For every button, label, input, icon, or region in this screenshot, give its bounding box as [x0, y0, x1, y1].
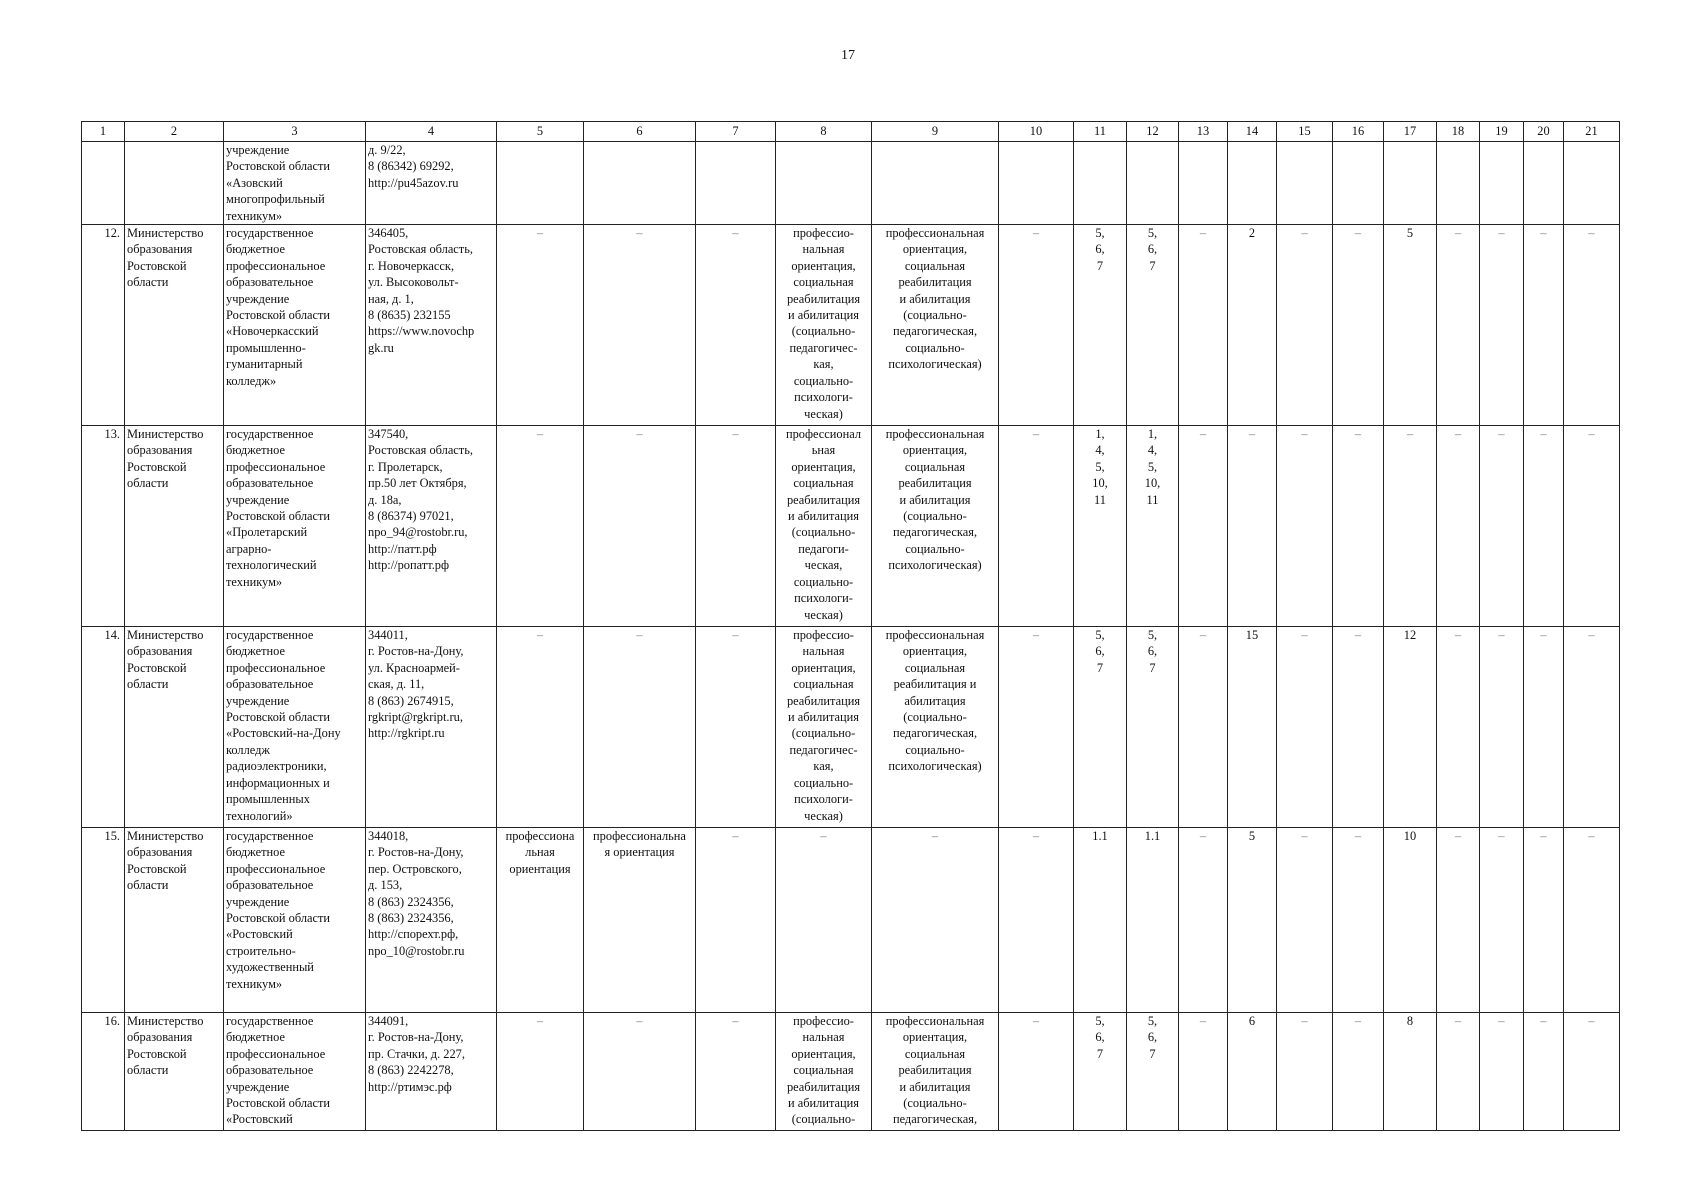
table-cell-col-7: –	[696, 225, 776, 426]
table-cell-col-1: 14.	[82, 627, 125, 828]
table-cell-col-18	[1437, 142, 1480, 225]
table-cell-col-12: 5, 6, 7	[1127, 1013, 1179, 1131]
table-cell-col-20: –	[1524, 627, 1564, 828]
table-cell-col-13: –	[1179, 426, 1228, 627]
table-cell-col-5: профессиона льная ориентация	[497, 828, 584, 1013]
table-cell-col-6: –	[584, 225, 696, 426]
table-cell-col-7: –	[696, 627, 776, 828]
table-cell-col-18: –	[1437, 426, 1480, 627]
column-number-9: 9	[872, 122, 999, 142]
table-cell-col-11: 1.1	[1074, 828, 1127, 1013]
table-cell-col-2: Министерство образования Ростовской области	[125, 225, 224, 426]
table-cell-col-15	[1277, 142, 1333, 225]
table-cell-col-21: –	[1564, 426, 1620, 627]
table-cell-col-3: государственное бюджетное профессиональное образовательное учреждение Ростовской области «Новочеркасский промышленно- гуманитарный колледж»	[224, 225, 366, 426]
table-cell-col-11: 5, 6, 7	[1074, 627, 1127, 828]
table-cell-col-12	[1127, 142, 1179, 225]
column-number-4: 4	[366, 122, 497, 142]
table-cell-col-14: 5	[1228, 828, 1277, 1013]
table-cell-col-19	[1480, 142, 1524, 225]
table-cell-col-17: 5	[1384, 225, 1437, 426]
table-cell-col-10: –	[999, 225, 1074, 426]
table-cell-col-13: –	[1179, 627, 1228, 828]
table-cell-col-14: 6	[1228, 1013, 1277, 1131]
column-number-6: 6	[584, 122, 696, 142]
table-cell-col-11: 5, 6, 7	[1074, 1013, 1127, 1131]
table-cell-col-16: –	[1333, 828, 1384, 1013]
column-number-row	[82, 122, 1620, 142]
table-cell-col-21: –	[1564, 1013, 1620, 1131]
table-cell-col-4: 344011, г. Ростов-на-Дону, ул. Красноармей- ская, д. 11, 8 (863) 2674915, rgkript@rgkript.ru, http://rgkript.ru	[366, 627, 497, 828]
column-number-12: 12	[1127, 122, 1179, 142]
column-number-20: 20	[1524, 122, 1564, 142]
table-cell-col-13	[1179, 142, 1228, 225]
table-cell-col-5: –	[497, 225, 584, 426]
table-cell-col-3: учреждение Ростовской области «Азовский многопрофильный техникум»	[224, 142, 366, 225]
table-cell-col-2: Министерство образования Ростовской области	[125, 627, 224, 828]
page-number: 17	[841, 48, 855, 63]
table-cell-col-10	[999, 142, 1074, 225]
table-cell-col-15: –	[1277, 627, 1333, 828]
table-row	[82, 426, 1620, 627]
column-number-19: 19	[1480, 122, 1524, 142]
table-cell-col-3: государственное бюджетное профессиональное образовательное учреждение Ростовской области «Ростовский	[224, 1013, 366, 1131]
table-cell-col-4: 347540, Ростовская область, г. Пролетарск, пр.50 лет Октября, д. 18а, 8 (86374) 97021, npo_94@rostobr.ru, http://патт.рф http://ропатт.рф	[366, 426, 497, 627]
table-cell-col-5	[497, 142, 584, 225]
table-cell-col-5: –	[497, 1013, 584, 1131]
table-cell-col-7: –	[696, 426, 776, 627]
table-cell-col-2	[125, 142, 224, 225]
table-cell-col-10: –	[999, 627, 1074, 828]
table-cell-col-2: Министерство образования Ростовской области	[125, 828, 224, 1013]
table-cell-col-16	[1333, 142, 1384, 225]
table-cell-col-18: –	[1437, 828, 1480, 1013]
table-cell-col-7: –	[696, 828, 776, 1013]
table-cell-col-21	[1564, 142, 1620, 225]
column-number-7: 7	[696, 122, 776, 142]
table-cell-col-17: 12	[1384, 627, 1437, 828]
table-cell-col-20	[1524, 142, 1564, 225]
table-cell-col-20: –	[1524, 1013, 1564, 1131]
table-cell-col-3: государственное бюджетное профессиональное образовательное учреждение Ростовской области «Пролетарский аграрно- технологический техникум»	[224, 426, 366, 627]
table-cell-col-4: 344018, г. Ростов-на-Дону, пер. Островского, д. 153, 8 (863) 2324356, 8 (863) 2324356, http://спорехт.рф, npo_10@rostobr.ru	[366, 828, 497, 1013]
table-cell-col-8: профессио- нальная ориентация, социальная реабилитация и абилитация (социально- педагогичес- кая, социально- психологи- ческая)	[776, 225, 872, 426]
table-cell-col-9: профессиональная ориентация, социальная реабилитация и абилитация (социально- педагогическая, социально- психологическая)	[872, 426, 999, 627]
rehabilitation-organizations-table	[81, 121, 1620, 1131]
table-cell-col-6: профессиональна я ориентация	[584, 828, 696, 1013]
table-cell-col-10: –	[999, 828, 1074, 1013]
table-row	[82, 627, 1620, 828]
column-number-1: 1	[82, 122, 125, 142]
table-cell-col-14: –	[1228, 426, 1277, 627]
column-number-14: 14	[1228, 122, 1277, 142]
table-cell-col-2: Министерство образования Ростовской области	[125, 1013, 224, 1131]
table-cell-col-14: 15	[1228, 627, 1277, 828]
table-row	[82, 225, 1620, 426]
column-number-3: 3	[224, 122, 366, 142]
table-cell-col-3: государственное бюджетное профессиональное образовательное учреждение Ростовской области «Ростовский-на-Дону колледж радиоэлектроники, информационных и промышленных технологий»	[224, 627, 366, 828]
table-cell-col-16: –	[1333, 1013, 1384, 1131]
table-cell-col-18: –	[1437, 627, 1480, 828]
table-cell-col-20: –	[1524, 828, 1564, 1013]
table-cell-col-21: –	[1564, 627, 1620, 828]
table-cell-col-2: Министерство образования Ростовской области	[125, 426, 224, 627]
table-cell-col-11: 1, 4, 5, 10, 11	[1074, 426, 1127, 627]
table-cell-col-6: –	[584, 1013, 696, 1131]
table-cell-col-19: –	[1480, 627, 1524, 828]
table-cell-col-19: –	[1480, 1013, 1524, 1131]
table-cell-col-12: 5, 6, 7	[1127, 225, 1179, 426]
table-cell-col-12: 5, 6, 7	[1127, 627, 1179, 828]
table-cell-col-10: –	[999, 1013, 1074, 1131]
table-cell-col-8: –	[776, 828, 872, 1013]
table-cell-col-13: –	[1179, 828, 1228, 1013]
table-cell-col-18: –	[1437, 1013, 1480, 1131]
table-cell-col-8: профессио- нальная ориентация, социальная реабилитация и абилитация (социально- педагогичес- кая, социально- психологи- ческая)	[776, 627, 872, 828]
table-cell-col-9: профессиональная ориентация, социальная реабилитация и абилитация (социально- педагогическая, социально- психологическая)	[872, 627, 999, 828]
table-cell-col-10: –	[999, 426, 1074, 627]
table-cell-col-16: –	[1333, 225, 1384, 426]
table-cell-col-17: 10	[1384, 828, 1437, 1013]
table-cell-col-17: –	[1384, 426, 1437, 627]
table-cell-col-9: профессиональная ориентация, социальная реабилитация и абилитация (социально- педагогическая, социально- психологическая)	[872, 225, 999, 426]
column-number-2: 2	[125, 122, 224, 142]
table-cell-col-14: 2	[1228, 225, 1277, 426]
table-cell-col-21: –	[1564, 828, 1620, 1013]
column-number-16: 16	[1333, 122, 1384, 142]
table-cell-col-18: –	[1437, 225, 1480, 426]
table-cell-col-13: –	[1179, 1013, 1228, 1131]
table-cell-col-19: –	[1480, 828, 1524, 1013]
table-cell-col-20: –	[1524, 225, 1564, 426]
column-number-15: 15	[1277, 122, 1333, 142]
column-number-10: 10	[999, 122, 1074, 142]
table-cell-col-15: –	[1277, 426, 1333, 627]
table-cell-col-8: профессио- нальная ориентация, социальная реабилитация и абилитация (социально-	[776, 1013, 872, 1131]
table-cell-col-7	[696, 142, 776, 225]
table-cell-col-5: –	[497, 627, 584, 828]
table-cell-col-1: 16.	[82, 1013, 125, 1131]
table-cell-col-14	[1228, 142, 1277, 225]
table-cell-col-8	[776, 142, 872, 225]
table-cell-col-1: 13.	[82, 426, 125, 627]
table-cell-col-3: государственное бюджетное профессиональное образовательное учреждение Ростовской области «Ростовский строительно- художественный техникум»	[224, 828, 366, 1013]
table-cell-col-4: 344091, г. Ростов-на-Дону, пр. Стачки, д. 227, 8 (863) 2242278, http://ртимэс.рф	[366, 1013, 497, 1131]
table-cell-col-19: –	[1480, 225, 1524, 426]
table-cell-col-6	[584, 142, 696, 225]
table-cell-col-21: –	[1564, 225, 1620, 426]
table-cell-col-17: 8	[1384, 1013, 1437, 1131]
table-cell-col-1: 12.	[82, 225, 125, 426]
table-row	[82, 828, 1620, 1013]
table-cell-col-16: –	[1333, 426, 1384, 627]
column-number-11: 11	[1074, 122, 1127, 142]
table-cell-col-4: д. 9/22, 8 (86342) 69292, http://pu45azov.ru	[366, 142, 497, 225]
table-cell-col-4: 346405, Ростовская область, г. Новочеркасск, ул. Высоковольт- ная, д. 1, 8 (8635) 232155 https://www.novochp gk.ru	[366, 225, 497, 426]
column-number-5: 5	[497, 122, 584, 142]
column-number-8: 8	[776, 122, 872, 142]
table-cell-col-11: 5, 6, 7	[1074, 225, 1127, 426]
table-row	[82, 142, 1620, 225]
table-cell-col-1: 15.	[82, 828, 125, 1013]
table-row	[82, 1013, 1620, 1131]
table-cell-col-16: –	[1333, 627, 1384, 828]
table-cell-col-15: –	[1277, 828, 1333, 1013]
column-number-13: 13	[1179, 122, 1228, 142]
table-cell-col-8: профессионал ьная ориентация, социальная реабилитация и абилитация (социально- педагоги- ческая, социально- психологи- ческая)	[776, 426, 872, 627]
table-cell-col-15: –	[1277, 225, 1333, 426]
table-cell-col-9	[872, 142, 999, 225]
table-cell-col-6: –	[584, 426, 696, 627]
table-cell-col-19: –	[1480, 426, 1524, 627]
table-cell-col-6: –	[584, 627, 696, 828]
table-cell-col-12: 1.1	[1127, 828, 1179, 1013]
column-number-17: 17	[1384, 122, 1437, 142]
table-cell-col-12: 1, 4, 5, 10, 11	[1127, 426, 1179, 627]
column-number-21: 21	[1564, 122, 1620, 142]
table-cell-col-9: профессиональная ориентация, социальная реабилитация и абилитация (социально- педагогическая,	[872, 1013, 999, 1131]
table-cell-col-11	[1074, 142, 1127, 225]
table-cell-col-9: –	[872, 828, 999, 1013]
table-cell-col-1	[82, 142, 125, 225]
table-cell-col-7: –	[696, 1013, 776, 1131]
column-number-18: 18	[1437, 122, 1480, 142]
table-cell-col-5: –	[497, 426, 584, 627]
table-cell-col-15: –	[1277, 1013, 1333, 1131]
table-cell-col-20: –	[1524, 426, 1564, 627]
table-cell-col-17	[1384, 142, 1437, 225]
table-cell-col-13: –	[1179, 225, 1228, 426]
